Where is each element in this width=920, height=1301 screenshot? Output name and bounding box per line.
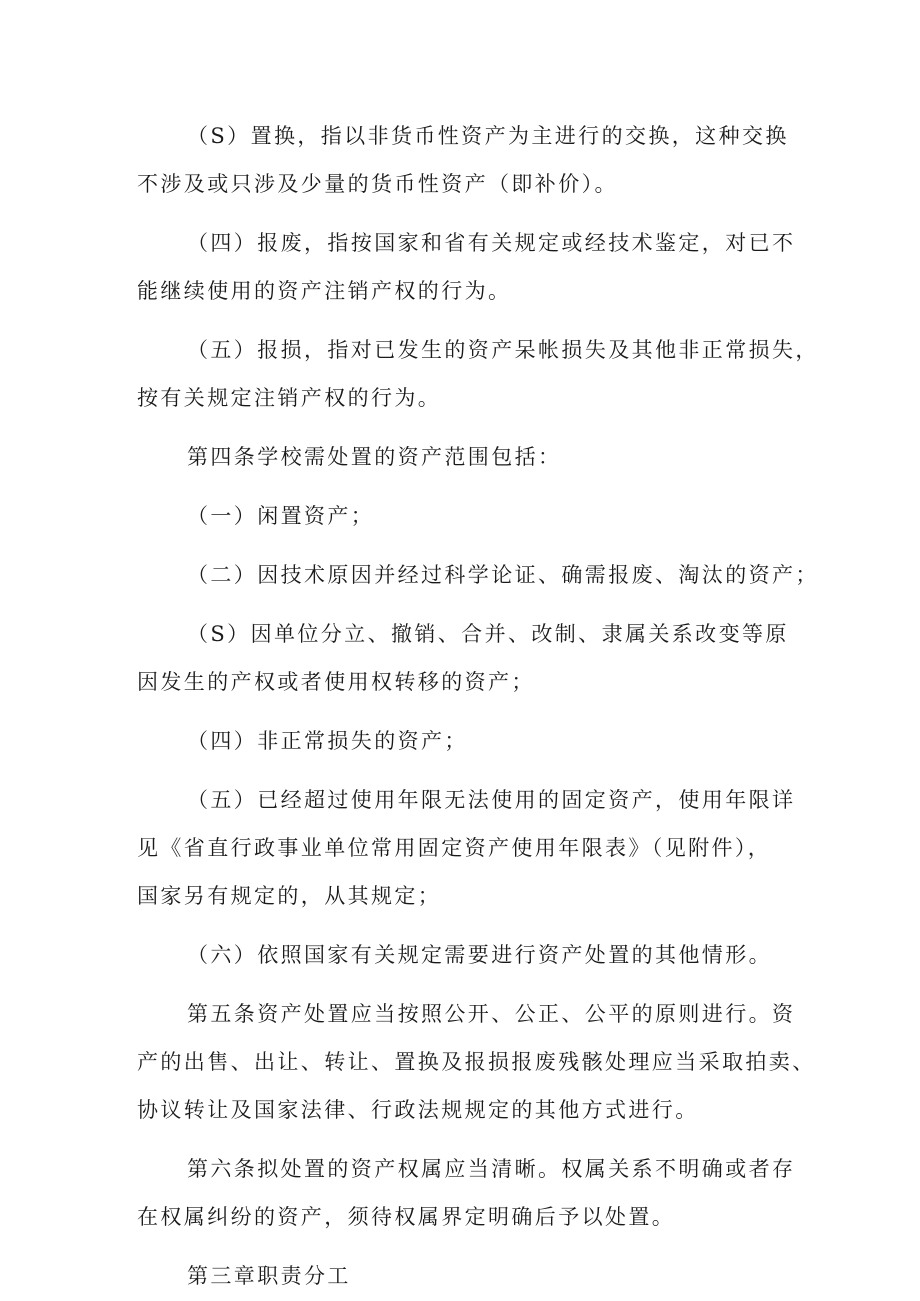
- text-line: 因发生的产权或者使用权转移的资产；: [137, 670, 535, 694]
- text-line: 第六条拟处置的资产权属应当清晰。权属关系不明确或者存: [187, 1157, 796, 1181]
- text-line: 协议转让及国家法律、行政法规规定的其他方式进行。: [137, 1098, 699, 1122]
- text-line: （四）报废，指按国家和省有关规定或经技术鉴定，对已不: [187, 231, 796, 255]
- text-line: （S）因单位分立、撤销、合并、改制、隶属关系改变等原: [187, 622, 789, 646]
- text-line: 在权属纠纷的资产，须待权属界定明确后予以处置。: [137, 1205, 676, 1229]
- text-line: 能继续使用的资产注销产权的行为。: [137, 279, 512, 303]
- text-line: （二）因技术原因并经过科学论证、确需报废、淘汰的资产；: [187, 563, 819, 587]
- text-line: 按有关规定注销产权的行为。: [137, 386, 442, 410]
- text-line: 第五条资产处置应当按照公开、公正、公平的原则进行。资: [187, 1002, 796, 1026]
- text-line: （五）已经超过使用年限无法使用的固定资产，使用年限详: [187, 788, 796, 812]
- text-line: 产的出售、出让、转让、置换及报损报废残骸处理应当采取拍卖、: [137, 1050, 816, 1074]
- text-line: 国家另有规定的，从其规定；: [137, 884, 442, 908]
- text-line: （六）依照国家有关规定需要进行资产处置的其他情形。: [187, 943, 772, 967]
- text-line: （四）非正常损失的资产；: [187, 729, 468, 753]
- chapter-heading: 第三章职责分工: [187, 1264, 351, 1288]
- text-line: （S）置换，指以非货币性资产为主进行的交换，这种交换: [187, 124, 789, 148]
- article-heading: 第四条学校需处置的资产范围包括：: [187, 445, 562, 469]
- text-line: （一）闲置资产；: [187, 504, 375, 528]
- text-line: （五）报损，指对已发生的资产呆帐损失及其他非正常损失，: [187, 338, 819, 362]
- text-line: 见《省直行政事业单位常用固定资产使用年限表》（见附件），: [137, 836, 772, 860]
- text-line: 不涉及或只涉及少量的货币性资产（即补价）。: [137, 172, 618, 196]
